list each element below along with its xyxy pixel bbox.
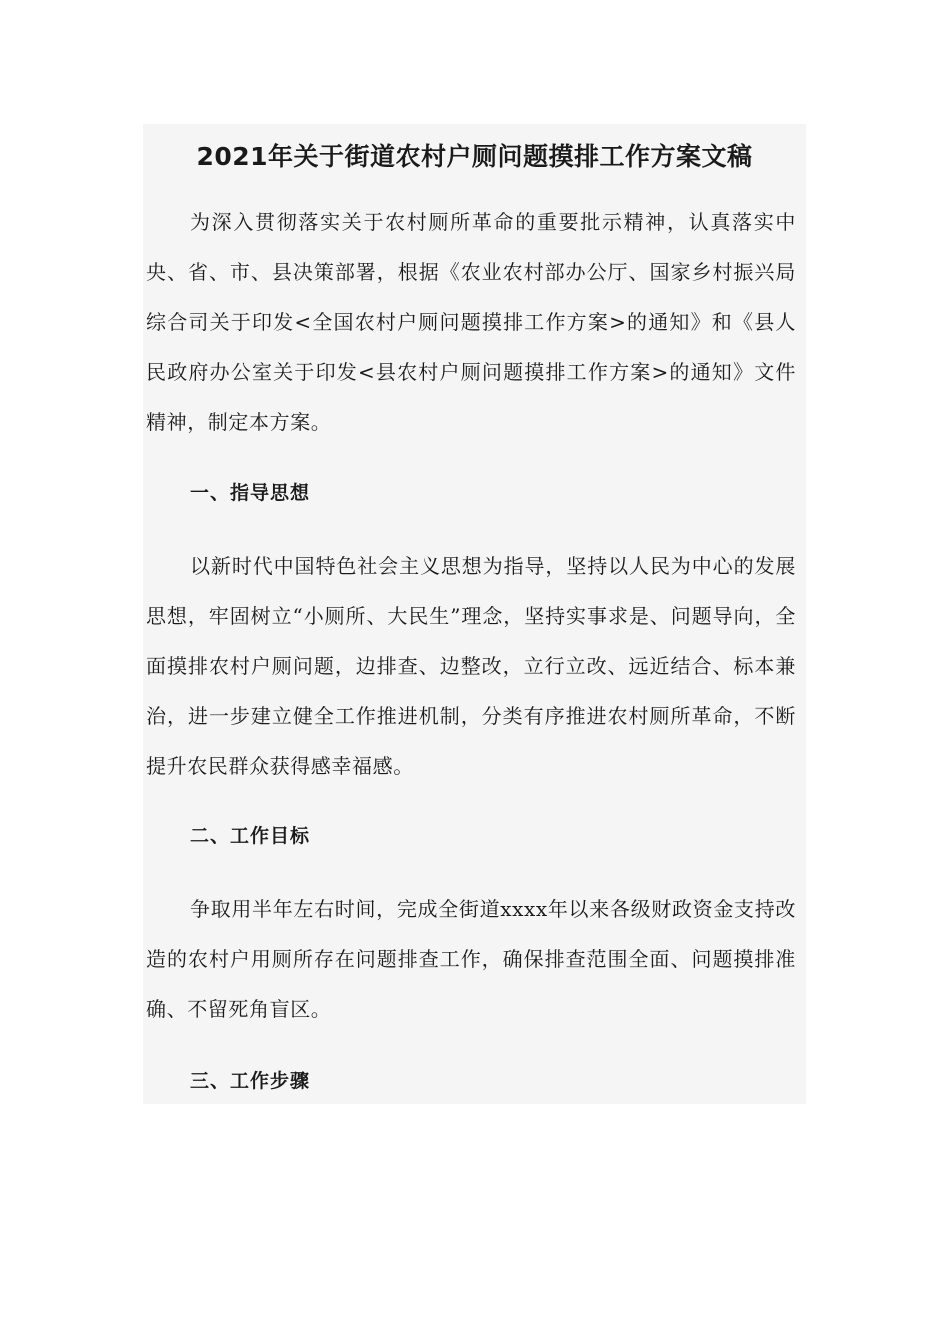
- document-title: 2021年关于街道农村户厕问题摸排工作方案文稿: [196, 142, 753, 171]
- section-body-guiding-ideology: 以新时代中国特色社会主义思想为指导，坚持以人民为中心的发展思想，牢固树立“小厕所、大民生”理念，坚持实事求是、问题导向，全面摸排农村户厕问题，边排查、边整改，立行立改、远近结合、标本兼治，进一步建立健全工作推进机制，分类有序推进农村厕所革命，不断提升农民群众获得感幸福感。: [146, 554, 796, 778]
- section-heading-work-goals: 二、工作目标: [190, 825, 311, 847]
- section-body-work-goals: 争取用半年左右时间，完成全街道xxxx年以来各级财政资金支持改造的农村户用厕所存在问题排查工作，确保排查范围全面、问题摸排准确、不留死角盲区。: [146, 897, 796, 1021]
- section-heading-work-steps: 三、工作步骤: [190, 1070, 311, 1092]
- document-page: [143, 124, 806, 1104]
- section-heading-guiding-ideology: 一、指导思想: [190, 482, 311, 504]
- intro-paragraph: 为深入贯彻落实关于农村厕所革命的重要批示精神，认真落实中央、省、市、县决策部署，根据《农业农村部办公厅、国家乡村振兴局综合司关于印发<全国农村户厕问题摸排工作方案>的通知》和《县人民政府办公室关于印发<县农村户厕问题摸排工作方案>的通知》文件精神，制定本方案。: [146, 210, 796, 434]
